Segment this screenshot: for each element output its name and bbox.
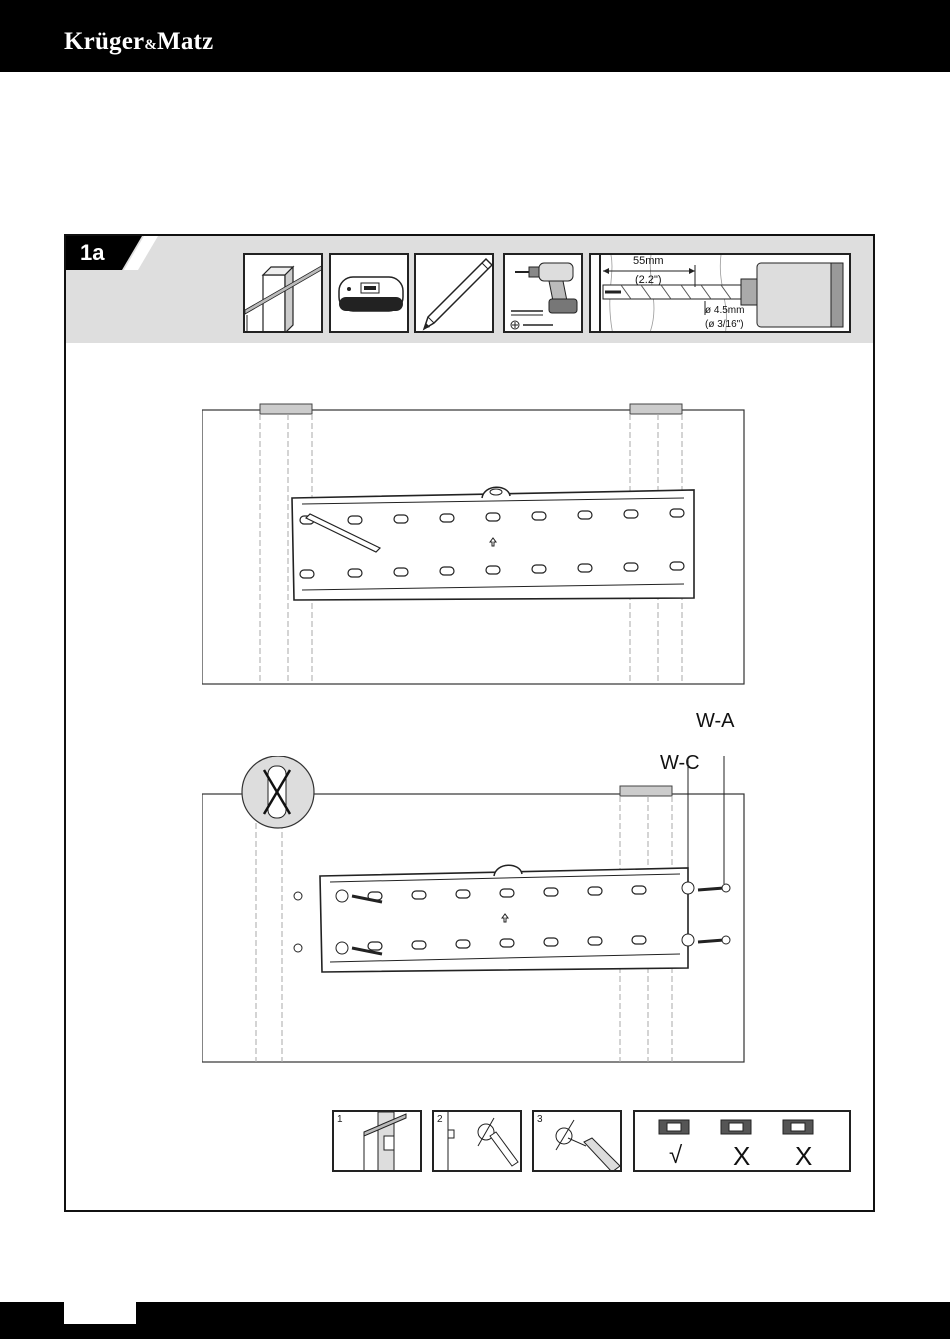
level-bad-mark-2: X: [795, 1141, 813, 1171]
level-ok-mark: √: [669, 1142, 683, 1169]
step-one-number: 1: [337, 1114, 343, 1125]
step-badge: [66, 236, 158, 270]
stud-icon: [243, 253, 323, 333]
step-thumbnail-3: [532, 1110, 622, 1172]
wc-callout-label: W-C: [660, 752, 700, 774]
step-three-number: 3: [537, 1114, 543, 1125]
marking-diagram: [202, 400, 752, 690]
step-number: 1a: [80, 240, 105, 265]
footer-bar: [0, 1302, 950, 1339]
step-thumbnail-2: [432, 1110, 522, 1172]
wa-callout-label: W-A: [696, 710, 735, 732]
drill-diameter-label: ø 4.5mm: [705, 305, 745, 316]
instruction-panel: [64, 234, 875, 1212]
step-thumbnail-1: [332, 1110, 422, 1172]
page-number-box: [64, 1302, 136, 1324]
level-check-panel: [633, 1110, 851, 1172]
step-two-number: 2: [437, 1114, 443, 1125]
drill-icon: [503, 253, 583, 333]
brand-logo: Krüger&Matz: [64, 28, 214, 55]
stud-finder-icon: [329, 253, 409, 333]
pencil-icon: [414, 253, 494, 333]
drill-diameter-imperial-label: (ø 3/16"): [705, 319, 744, 330]
tools-header: [66, 236, 873, 343]
drill-depth-label: 55mm: [633, 255, 664, 267]
level-bad-mark-1: X: [733, 1141, 751, 1171]
drill-depth-imperial-label: (2.2"): [635, 274, 662, 286]
mounting-diagram: [202, 756, 762, 1066]
header-bar: [0, 0, 950, 72]
drill-depth-diagram: [589, 253, 851, 333]
